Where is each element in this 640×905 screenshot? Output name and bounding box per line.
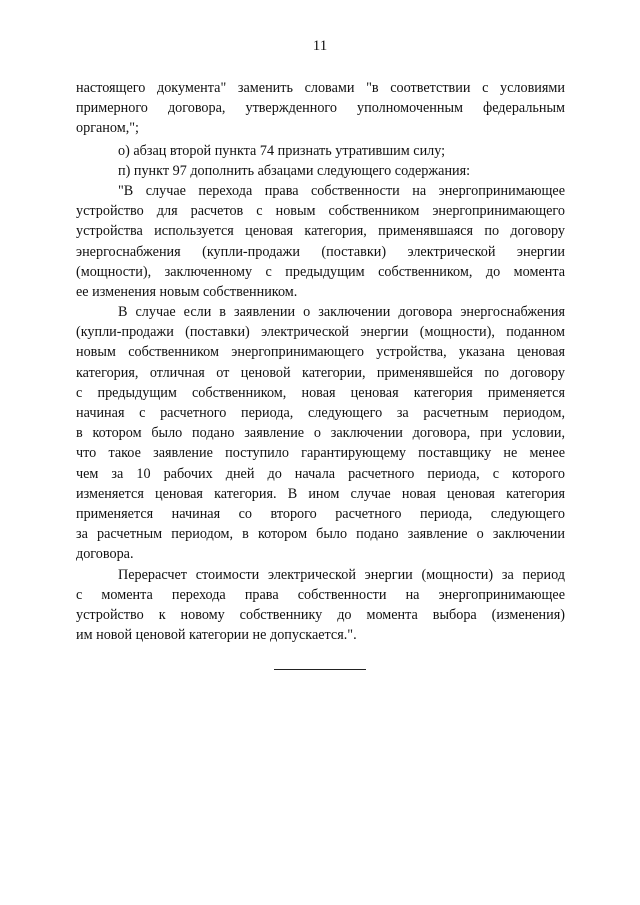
text-line: что такое заявление поступило гарантирующему поставщику не менее	[76, 445, 565, 462]
text-line: устройство для расчетов с новым собственником энергопринимающего	[76, 203, 565, 220]
text-line: категория, отличная от ценовой категории, применявшейся по договору	[76, 364, 565, 381]
paragraph-start: Перерасчет стоимости электрической энергии (мощности) за период	[118, 566, 565, 583]
text-line: настоящего документа" заменить словами "в соответствии с условиями	[76, 80, 565, 96]
text-line: примерного договора, утвержденного уполномоченным федеральным	[76, 100, 565, 117]
paragraph-start: В случае если в заявлении о заключении договора энергоснабжения	[118, 304, 565, 321]
document-body	[76, 78, 565, 645]
list-item-o: о) абзац второй пункта 74 признать утратившим силу;	[118, 142, 446, 159]
text-line: (купли-продажи (поставки) электрической энергии (мощности), поданном	[76, 324, 565, 341]
text-line: устройство к новому собственнику до момента выбора (изменения)	[76, 606, 565, 623]
text-line: за расчетным периодом, в котором было подано заявление о заключении	[76, 526, 565, 543]
text-line: с предыдущим собственником, новая ценовая категория применяется	[76, 384, 565, 401]
text-line: в котором было подано заявление о заключении договора, при условии,	[76, 425, 565, 442]
text-line: энергоснабжения (купли-продажи (поставки) электрической энергии	[76, 243, 565, 260]
text-line: устройства используется ценовая категория, применявшаяся по договору	[76, 223, 565, 240]
quote-paragraph-start: "В случае перехода права собственности на энергопринимающее	[118, 182, 565, 199]
end-of-document-rule	[274, 669, 366, 670]
text-line: новым собственником энергопринимающего устройства, указана ценовая	[76, 344, 565, 361]
text-line: с момента перехода права собственности на энергопринимающее	[76, 586, 565, 603]
text-line: органом,";	[76, 120, 139, 137]
list-item-p: п) пункт 97 дополнить абзацами следующего содержания:	[118, 162, 471, 179]
text-line: им новой ценовой категории не допускается.".	[76, 627, 357, 644]
text-line: начиная с расчетного периода, следующего за расчетным периодом,	[76, 405, 565, 421]
text-line: (мощности), заключенному с предыдущим собственником, до момента	[76, 263, 565, 280]
text-line: ее изменения новым собственником.	[76, 283, 298, 300]
text-line: чем за 10 рабочих дней до начала расчетного периода, с которого	[76, 465, 565, 482]
text-line: изменяется ценовая категория. В ином случае новая ценовая категория	[76, 485, 565, 502]
text-line: договора.	[76, 546, 134, 563]
page-number: 11	[312, 38, 328, 54]
text-line: применяется начиная со второго расчетного периода, следующего	[76, 505, 565, 522]
